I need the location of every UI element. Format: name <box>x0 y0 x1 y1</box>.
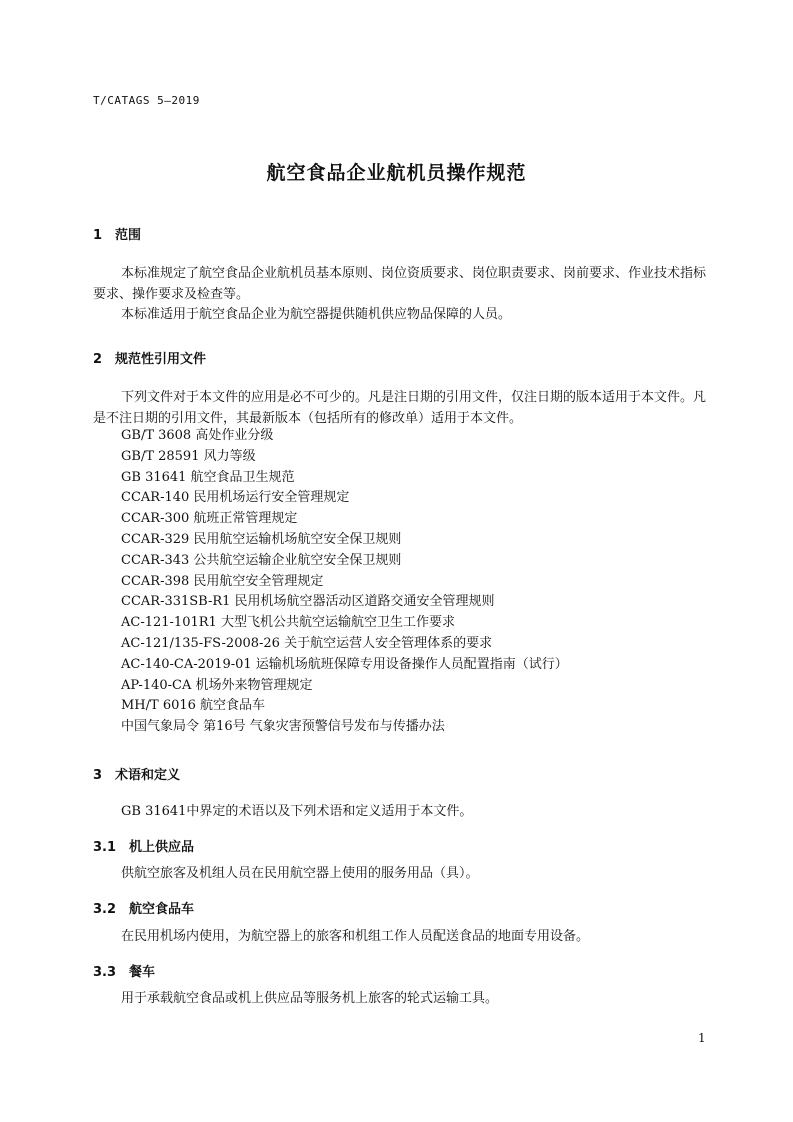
term-name: 航空食品车 <box>129 902 195 917</box>
normative-reference-list <box>121 426 568 738</box>
term-3-2-heading <box>93 898 194 917</box>
section-title: 术语和定义 <box>115 768 181 783</box>
term-number: 3.1 <box>93 840 117 855</box>
reference-item: CCAR-140 民用机场运行安全管理规定 <box>121 490 350 506</box>
standard-code: T/CATAGS 5—2019 <box>93 94 200 107</box>
page-number: 1 <box>698 1031 706 1045</box>
reference-item: CCAR-398 民用航空安全管理规定 <box>121 573 324 589</box>
reference-item: CCAR-331SB-R1 民用机场航空器活动区道路交通安全管理规则 <box>121 594 495 610</box>
section-1-heading <box>93 224 141 243</box>
reference-item: CCAR-343 公共航空运输企业航空安全保卫规则 <box>121 552 402 568</box>
reference-item: AC-140-CA-2019-01 运输机场航班保障专用设备操作人员配置指南（试行） <box>121 656 568 672</box>
paragraph-text: 本标准规定了航空食品企业航机员基本原则、岗位资质要求、岗位职责要求、岗前要求、作业技术指标要求、操作要求及检查等。 <box>93 266 707 302</box>
section-1-paragraph-2 <box>93 305 718 326</box>
reference-item: 中国气象局令 第16号 气象灾害预警信号发布与传播办法 <box>121 719 445 735</box>
section-2-heading <box>93 348 206 367</box>
reference-item: CCAR-300 航班正常管理规定 <box>121 511 298 527</box>
reference-item: GB/T 28591 风力等级 <box>121 448 256 464</box>
section-3-heading <box>93 764 180 783</box>
term-3-2-definition: 在民用机场内使用，为航空器上的旅客和机组工作人员配送食品的地面专用设备。 <box>121 929 590 944</box>
section-number: 2 <box>93 352 103 367</box>
reference-item: AC-121-101R1 大型飞机公共航空运输航空卫生工作要求 <box>121 615 455 631</box>
term-3-1-definition: 供航空旅客及机组人员在民用航空器上使用的服务用品（具）。 <box>121 866 479 881</box>
section-number: 1 <box>93 228 103 243</box>
section-2-intro <box>93 388 718 430</box>
term-number: 3.2 <box>93 902 117 917</box>
reference-item: AP-140-CA 机场外来物管理规定 <box>121 677 313 693</box>
term-name: 餐车 <box>129 965 156 980</box>
reference-item: AC-121/135-FS-2008-26 关于航空运营人安全管理体系的要求 <box>121 635 493 651</box>
section-1-paragraph-1 <box>93 264 718 306</box>
section-3-intro: GB 31641中界定的术语以及下列术语和定义适用于本文件。 <box>121 804 473 819</box>
document-title: 航空食品企业航机员操作规范 <box>266 162 527 184</box>
section-title: 范围 <box>115 228 142 243</box>
reference-item: GB 31641 航空食品卫生规范 <box>121 469 295 485</box>
term-3-3-heading <box>93 961 155 980</box>
paragraph-text: 本标准适用于航空食品企业为航空器提供随机供应物品保障的人员。 <box>121 307 512 322</box>
term-3-1-heading <box>93 836 194 855</box>
reference-item: MH/T 6016 航空食品车 <box>121 698 266 714</box>
reference-item: CCAR-329 民用航空运输机场航空安全保卫规则 <box>121 531 402 547</box>
section-title: 规范性引用文件 <box>115 352 207 367</box>
reference-item: GB/T 3608 高处作业分级 <box>121 428 274 443</box>
paragraph-text: 下列文件对于本文件的应用是必不可少的。凡是注日期的引用文件，仅注日期的版本适用于本文件。凡是不注日期的引用文件，其最新版本（包括所有的修改单）适用于本文件。 <box>93 390 707 426</box>
term-3-3-definition: 用于承载航空食品或机上供应品等服务机上旅客的轮式运输工具。 <box>121 991 499 1006</box>
term-number: 3.3 <box>93 965 117 980</box>
term-name: 机上供应品 <box>129 840 195 855</box>
section-number: 3 <box>93 768 103 783</box>
